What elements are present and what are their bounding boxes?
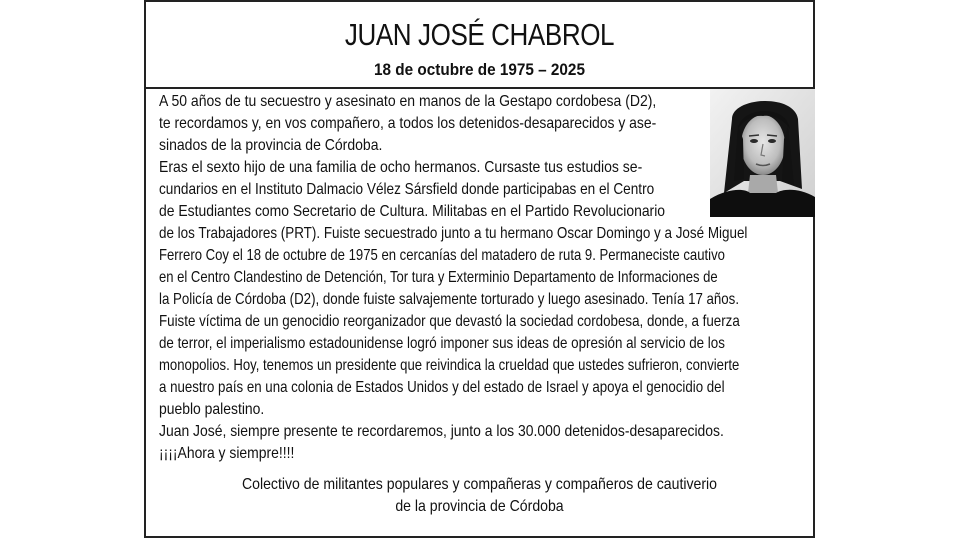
body-text-line: cundarios en el Instituto Dalmacio Vélez Sársfield donde participabas en el Centro xyxy=(159,181,655,198)
body-text-line: de Estudiantes como Secretario de Cultura. Militabas en el Partido Revolucionario xyxy=(159,203,666,220)
body-text-line: Fuiste víctima de un genocidio reorganizador que devastó la sociedad cordobesa, donde, a fuerza xyxy=(159,313,740,330)
body-text-line: pueblo palestino. xyxy=(159,401,265,418)
portrait-image xyxy=(710,89,815,217)
body-text-line: sinados de la provincia de Córdoba. xyxy=(159,137,383,154)
body-text-line: a nuestro país en una colonia de Estados Unidos y del estado de Israel y apoya el genocidio del xyxy=(159,379,725,396)
body-text-line: ¡¡¡¡Ahora y siempre!!!! xyxy=(159,445,295,462)
body-text-line: la Policía de Córdoba (D2), donde fuiste salvajemente torturado y luego asesinado. Tenía 17 años. xyxy=(159,291,740,308)
portrait-photo xyxy=(710,89,815,217)
notice-dates: 18 de octubre de 1975 – 2025 xyxy=(374,60,585,79)
notice-header xyxy=(146,2,813,89)
body-text-line: Juan José, siempre presente te recordaremos, junto a los 30.000 detenidos-desaparecidos. xyxy=(159,423,724,440)
body-text-line: Eras el sexto hijo de una familia de ocho hermanos. Cursaste tus estudios se- xyxy=(159,159,643,176)
body-text-line: Ferrero Coy el 18 de octubre de 1975 en cercanías del matadero de ruta 9. Permaneciste cautivo xyxy=(159,247,725,264)
body-text-line: A 50 años de tu secuestro y asesinato en manos de la Gestapo cordobesa (D2), xyxy=(159,93,657,110)
body-text-line: te recordamos y, en vos compañero, a todos los detenidos-desaparecidos y ase- xyxy=(159,115,657,132)
body-text-line: de los Trabajadores (PRT). Fuiste secuestrado junto a tu hermano Oscar Domingo y a José Miguel xyxy=(159,225,748,242)
body-text-line: en el Centro Clandestino de Detención, Tor tura y Exterminio Departamento de Informaciones de xyxy=(159,269,718,286)
obituary-notice xyxy=(144,0,815,538)
body-text-line: monopolios. Hoy, tenemos un presidente que reivindica la crueldad que ustedes sufrieron, convierte xyxy=(159,357,740,374)
body-text-line: de terror, el imperialismo estadounidense logró imponer sus ideas de opresión al servicio de los xyxy=(159,335,725,352)
notice-title: JUAN JOSÉ CHABROL xyxy=(344,17,615,52)
signature-line-1: Colectivo de militantes populares y compañeras y compañeros de cautiverio xyxy=(241,476,718,493)
signature-line-2: de la provincia de Córdoba xyxy=(395,498,564,515)
